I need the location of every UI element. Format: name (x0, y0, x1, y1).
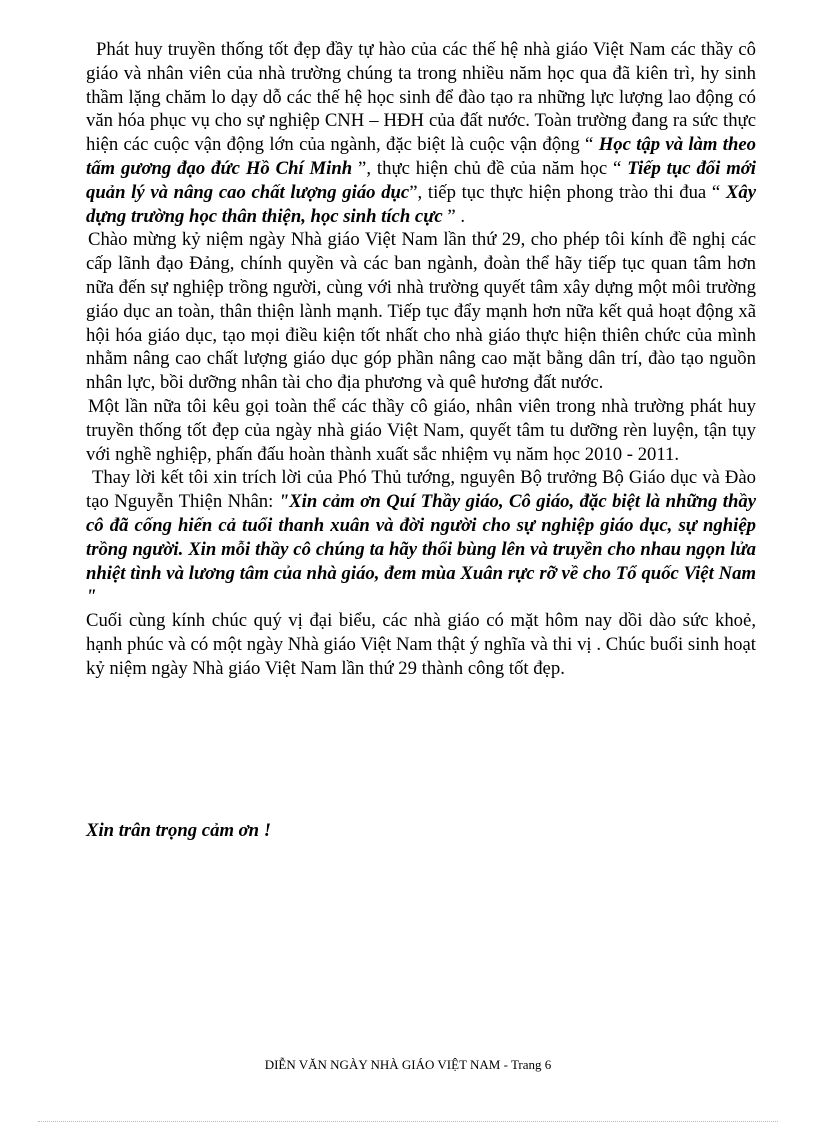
school-year-theme: Tiếp tục đổi mới quản lý và nâng cao chất lượng giáo dục (86, 157, 756, 203)
paragraph-tradition (86, 38, 756, 228)
paragraph-text: ” . (442, 205, 466, 227)
paragraph-call-to-action: Một lần nữa tôi kêu gọi toàn thể các thầy cô giáo, nhân viên trong nhà trường phát huy truyền thống tốt đẹp của ngày nhà giáo Việt Nam, quyết tâm tu dưỡng rèn luyện, tận tụy với nghề nghiệp, phấn đấu hoàn thành xuất sắc nhiệm vụ năm học 2010 - 2011. (86, 395, 756, 465)
campaign-ho-chi-minh: Học tập và làm theo tấm gương đạo đức Hồ Chí Minh (86, 134, 756, 179)
paragraph-text: Phát huy truyền thống tốt đẹp đầy tự hào của các thế hệ nhà giáo Việt Nam các thầy cô giáo và nhân viên của nhà trường chúng ta trong nhiều năm học qua đã kiên trì, hy sinh thầm lặng chăm lo dạy dỗ các thế hệ học sinh để đào tạo ra những lực lượng lao động có văn hóa phục vụ cho sự nghiệp CNH – HĐH của đất nước. Toàn trường đang ra sức thực hiện các cuộc vận động lớn của ngành, đặc biệt là cuộc vận động “ (86, 39, 756, 156)
paragraph-quote (86, 466, 756, 609)
paragraph-text: Thay lời kết tôi xin trích lời của Phó Thủ tướng, nguyên Bộ trưởng Bộ Giáo dục và Đào tạo Nguyễn Thiện Nhân: (86, 467, 756, 513)
footer-divider (38, 1121, 778, 1122)
deputy-pm-quote: "Xin cảm ơn Quí Thầy giáo, Cô giáo, đặc biệt là những thầy cô đã cống hiến cả tuổi thanh xuân và đời người cho sự nghiệp giáo dục, sự nghiệp trồng người. Xin mỗi thầy cô chúng ta hãy thổi bùng lên và truyền cho nhau ngọn lửa nhiệt tình và lương tâm của nhà giáo, đem mùa Xuân rực rỡ về cho Tổ quốc Việt Nam " (86, 491, 756, 608)
page-footer: DIỄN VĂN NGÀY NHÀ GIÁO VIỆT NAM - Trang 6 (264, 1057, 552, 1072)
paragraph-text: ”, tiếp tục thực hiện phong trào thi đua “ (409, 181, 726, 203)
paragraph-text: ”, thực hiện chủ đề của năm học “ (352, 157, 628, 179)
friendly-school-movement: Xây dựng trường học thân thiện, học sinh tích cực (86, 181, 756, 227)
closing-thanks: Xin trân trọng cảm ơn ! (86, 820, 272, 841)
paragraph-celebration: Chào mừng kỷ niệm ngày Nhà giáo Việt Nam lần thứ 29, cho phép tôi kính đề nghị các cấp lãnh đạo Đảng, chính quyền và các ban ngành, đoàn thể hãy tiếp tục quan tâm hơn nữa đến sự nghiệp trồng người, cùng với nhà trường quyết tâm xây dựng một môi trường giáo dục an toàn, thân thiện lành mạnh. Tiếp tục đẩy mạnh hơn nữa kết quả hoạt động xã hội hóa giáo dục, tạo mọi điều kiện tốt nhất cho nhà giáo thực hiện thiên chức của mình nhằm nâng cao chất lượng giáo dục góp phần nâng cao mặt bằng dân trí, đào tạo nguồn nhân lực, bồi dưỡng nhân tài cho địa phương và quê hương đất nước. (86, 229, 756, 394)
speech-body (86, 38, 756, 681)
paragraph-wishes: Cuối cùng kính chúc quý vị đại biểu, các nhà giáo có mặt hôm nay dồi dào sức khoẻ, hạnh phúc và có một ngày Nhà giáo Việt Nam thật ý nghĩa và thi vị . Chúc buổi sinh hoạt kỷ niệm ngày Nhà giáo Việt Nam lần thứ 29 thành công tốt đẹp. (86, 610, 756, 679)
